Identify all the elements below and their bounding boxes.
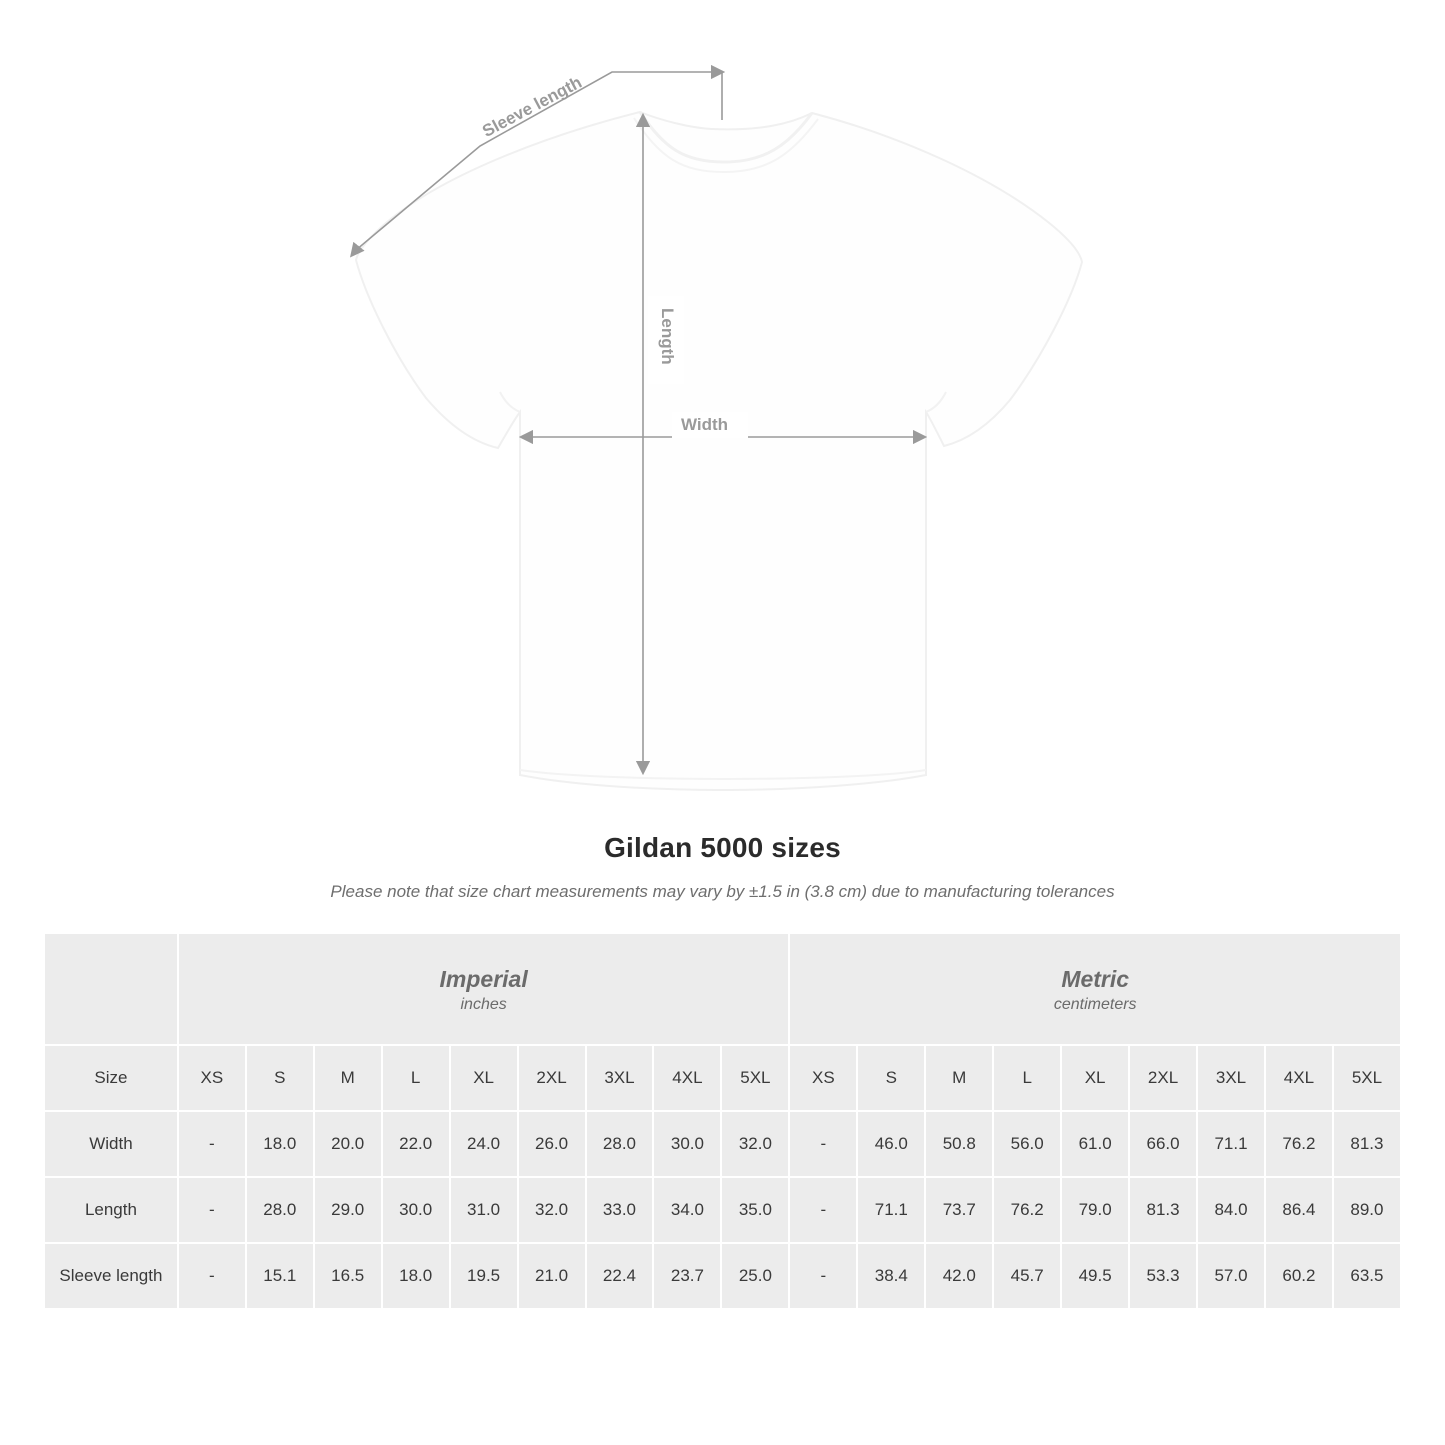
cell-length-imp-8: 35.0 [722,1178,788,1242]
cell-length-imp-1: 28.0 [247,1178,313,1242]
size-header-imp-m: M [315,1046,381,1110]
cell-sleeve-met-8: 63.5 [1334,1244,1400,1308]
size-header-imp-s: S [247,1046,313,1110]
size-header-row [45,1046,1400,1110]
unit-unit-metric: centimeters [1053,995,1137,1013]
cell-length-met-7: 86.4 [1266,1178,1332,1242]
cell-width-imp-4: 24.0 [451,1112,517,1176]
tshirt-shape [356,112,1082,790]
unit-header-imperial [179,934,789,1044]
cell-length-imp-5: 32.0 [519,1178,585,1242]
cell-width-imp-0: - [179,1112,245,1176]
length-label: Length [658,308,677,365]
unit-system-metric: Metric [1061,966,1130,993]
cell-width-imp-2: 20.0 [315,1112,381,1176]
cell-length-imp-4: 31.0 [451,1178,517,1242]
cell-length-met-1: 71.1 [858,1178,924,1242]
row-label-length: Length [45,1178,177,1242]
cell-sleeve-imp-5: 21.0 [519,1244,585,1308]
cell-length-imp-0: - [179,1178,245,1242]
size-header-imp-4xl: 4XL [654,1046,720,1110]
cell-width-imp-6: 28.0 [587,1112,653,1176]
page-title: Gildan 5000 sizes [604,832,841,863]
cell-width-imp-8: 32.0 [722,1112,788,1176]
cell-length-imp-7: 34.0 [654,1178,720,1242]
unit-header-metric [790,934,1400,1044]
size-header-met-m: M [926,1046,992,1110]
cell-width-met-2: 50.8 [926,1112,992,1176]
size-header-met-2xl: 2XL [1130,1046,1196,1110]
cell-width-imp-7: 30.0 [654,1112,720,1176]
cell-width-imp-1: 18.0 [247,1112,313,1176]
cell-length-met-8: 89.0 [1334,1178,1400,1242]
size-header-met-3xl: 3XL [1198,1046,1264,1110]
cell-width-met-4: 61.0 [1062,1112,1128,1176]
size-header-met-s: S [858,1046,924,1110]
size-header-imp-xl: XL [451,1046,517,1110]
size-header-met-4xl: 4XL [1266,1046,1332,1110]
unit-unit-imperial: inches [460,995,507,1013]
cell-width-met-7: 76.2 [1266,1112,1332,1176]
cell-length-met-4: 79.0 [1062,1178,1128,1242]
cell-sleeve-met-1: 38.4 [858,1244,924,1308]
cell-sleeve-imp-7: 23.7 [654,1244,720,1308]
cell-width-met-6: 71.1 [1198,1112,1264,1176]
cell-width-met-3: 56.0 [994,1112,1060,1176]
size-header-label: Size [45,1046,177,1110]
size-header-imp-5xl: 5XL [722,1046,788,1110]
cell-sleeve-imp-3: 18.0 [383,1244,449,1308]
unit-header-blank [45,934,177,1044]
cell-sleeve-imp-1: 15.1 [247,1244,313,1308]
size-header-met-xs: XS [790,1046,856,1110]
cell-sleeve-imp-2: 16.5 [315,1244,381,1308]
sleeve-length-label: Sleeve length [479,72,585,141]
cell-length-met-3: 76.2 [994,1178,1060,1242]
cell-length-imp-2: 29.0 [315,1178,381,1242]
cell-sleeve-met-6: 57.0 [1198,1244,1264,1308]
size-header-met-l: L [994,1046,1060,1110]
row-label-sleeve-length: Sleeve length [45,1244,177,1308]
cell-width-met-5: 66.0 [1130,1112,1196,1176]
cell-length-met-5: 81.3 [1130,1178,1196,1242]
table-row [45,1244,1400,1308]
size-header-imp-2xl: 2XL [519,1046,585,1110]
size-header-imp-l: L [383,1046,449,1110]
cell-width-met-8: 81.3 [1334,1112,1400,1176]
cell-sleeve-imp-0: - [179,1244,245,1308]
cell-sleeve-met-7: 60.2 [1266,1244,1332,1308]
cell-length-imp-6: 33.0 [587,1178,653,1242]
size-header-imp-xs: XS [179,1046,245,1110]
row-label-width: Width [45,1112,177,1176]
cell-sleeve-met-0: - [790,1244,856,1308]
cell-sleeve-met-5: 53.3 [1130,1244,1196,1308]
size-header-met-5xl: 5XL [1334,1046,1400,1110]
cell-length-met-0: - [790,1178,856,1242]
cell-sleeve-imp-8: 25.0 [722,1244,788,1308]
cell-sleeve-met-2: 42.0 [926,1244,992,1308]
unit-header-row [45,934,1400,1044]
size-header-imp-3xl: 3XL [587,1046,653,1110]
cell-sleeve-met-3: 45.7 [994,1244,1060,1308]
unit-system-imperial: Imperial [439,966,528,993]
table-row [45,1112,1400,1176]
cell-sleeve-met-4: 49.5 [1062,1244,1128,1308]
cell-width-met-1: 46.0 [858,1112,924,1176]
cell-length-imp-3: 30.0 [383,1178,449,1242]
cell-length-met-6: 84.0 [1198,1178,1264,1242]
size-chart-table-wrap [43,932,1402,1310]
cell-sleeve-imp-6: 22.4 [587,1244,653,1308]
cell-width-imp-5: 26.0 [519,1112,585,1176]
cell-width-met-0: - [790,1112,856,1176]
cell-width-imp-3: 22.0 [383,1112,449,1176]
width-label: Width [681,415,729,434]
size-chart-table [43,932,1402,1310]
tolerance-note: Please note that size chart measurements may vary by ±1.5 in (3.8 cm) due to manufacturing tolerances [330,882,1115,901]
table-row [45,1178,1400,1242]
title-block [0,832,1445,902]
size-header-met-xl: XL [1062,1046,1128,1110]
cell-length-met-2: 73.7 [926,1178,992,1242]
cell-sleeve-imp-4: 19.5 [451,1244,517,1308]
